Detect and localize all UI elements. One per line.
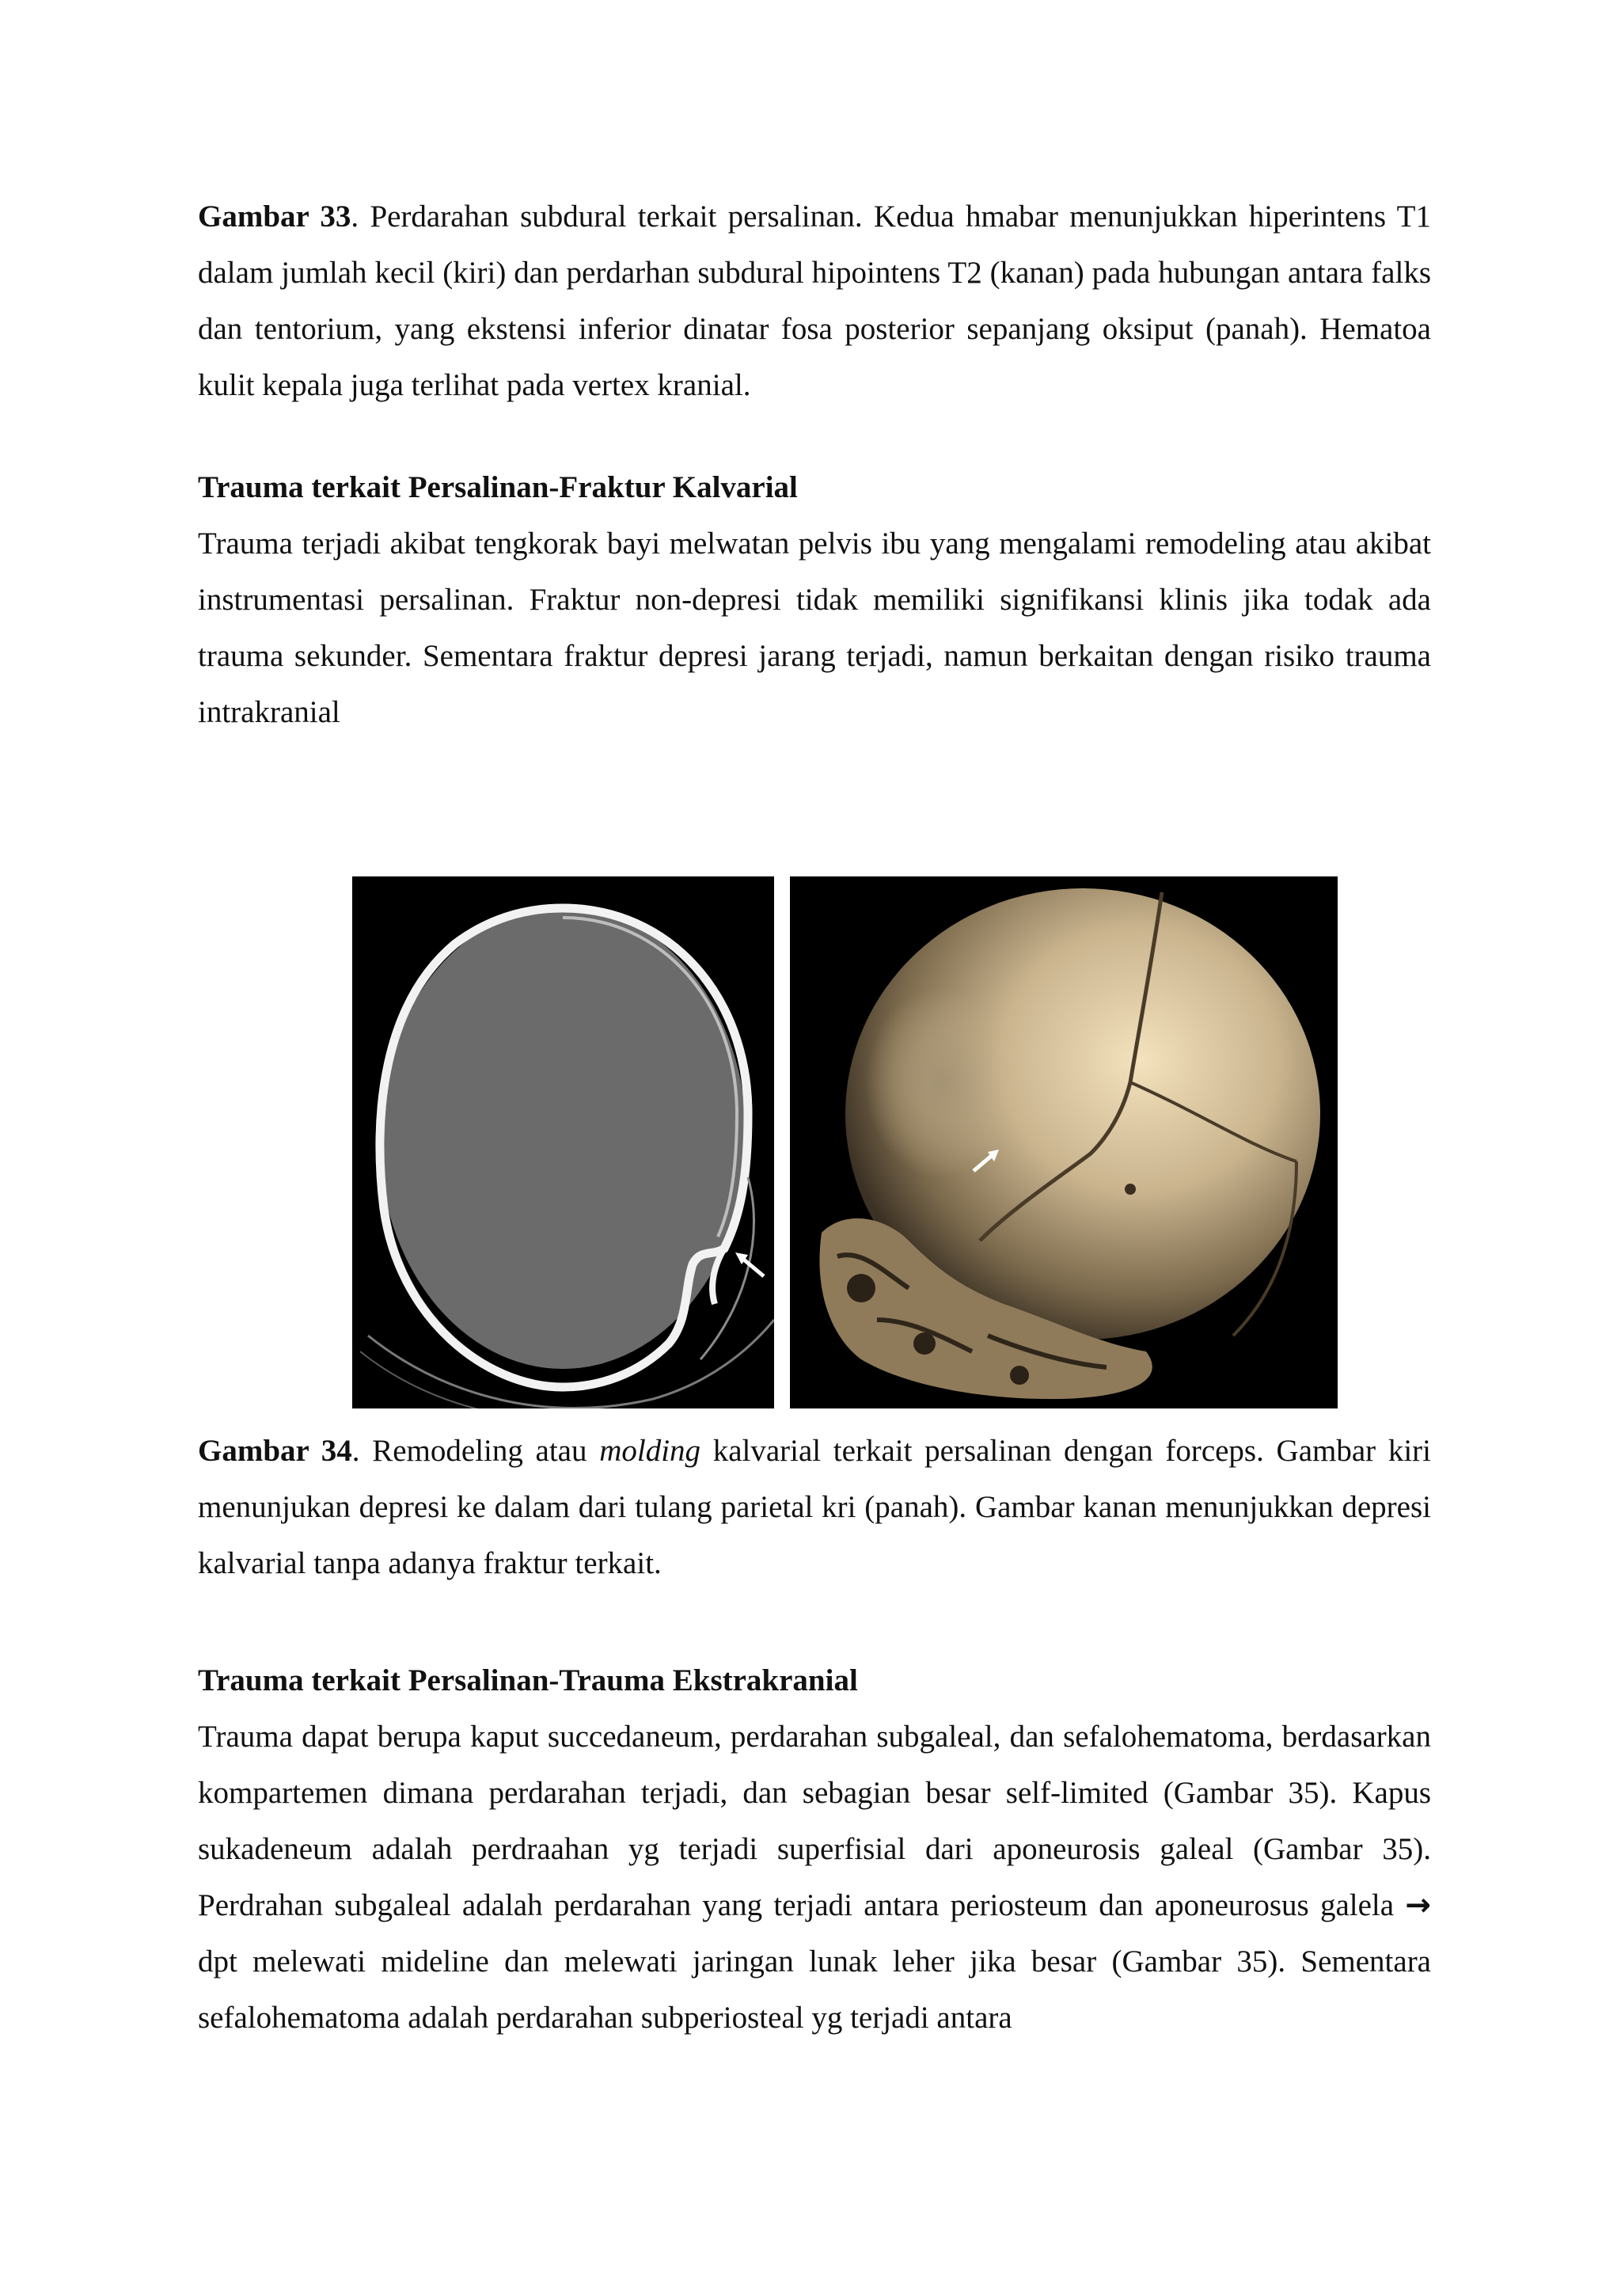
section-heading-trauma-ekstrakranial: Trauma terkait Persalinan-Trauma Ekstrakranial [198,1663,858,1697]
caption-34-pre: . Remodeling atau [351,1434,600,1468]
skull-3d-render-image [790,876,1338,1408]
caption-33-label: Gambar 33 [198,200,351,234]
figure-33-caption [198,188,1431,740]
figure-34-caption [198,1423,1431,1591]
section-3-body-pre: Trauma dapat berupa kaput succedaneum, perdarahan subgaleal, dan sefalohematoma, berdasarkan kompartemen dimana perdarahan terjadi, dan sebagian besar self-limited (Gambar 35). Kapus sukadeneum adalah perdraahan yg terjadi superfisial dari aponeurosis galeal (Gambar 35). Perdrahan subgaleal adalah perdarahan yang terjadi antara periosteum dan aponeurosus galela [198,1720,1431,1922]
section-body-trauma-ekstrakranial [198,1709,1431,2046]
right-arrow-icon: → [1405,1887,1431,1923]
section-body-fraktur-kalvarial: Trauma terjadi akibat tengkorak bayi melwatan pelvis ibu yang mengalami remodeling atau akibat instrumentasi persalinan. Fraktur non-depresi tidak memiliki signifikansi klinis jika todak ada trauma sekunder. Sementara fraktur depresi jarang terjadi, namun berkaitan dengan risiko trauma intrakranial [198,526,1431,729]
caption-34-post: kalvarial terkait persalinan dengan forceps. Gambar kiri menunjukan depresi ke dalam dari tulang parietal kri (panah). Gambar kanan menunjukkan depresi kalvarial tanpa adanya fraktur terkait. [198,1434,1431,1580]
caption-34-paragraph [198,1423,1431,1591]
caption-34-label: Gambar 34 [198,1434,352,1468]
caption-33-paragraph [198,188,1431,413]
caption-34-italic: molding [599,1434,701,1468]
caption-33-text: . Perdarahan subdural terkait persalinan. Kedua hmabar menunjukkan hiperintens T1 dalam jumlah kecil (kiri) dan perdarhan subdural hipointens T2 (kanan) pada hubungan antara falks dan tentorium, yang ekstensi inferior dinatar fosa posterior sepanjang oksiput (panah). Hematoa kulit kepala juga terlihat pada vertex kranial. [198,200,1431,402]
section-3-body-post: dpt melewati mideline dan melewati jaringan lunak leher jika besar (Gambar 35). Sementara sefalohematoma adalah perdarahan subperiosteal yg terjadi antara [198,1944,1431,2035]
ct-axial-image [352,876,774,1408]
figure-34-images [352,876,1342,1408]
section-trauma-ekstrakranial [198,1652,1431,2046]
section-heading-fraktur-kalvarial: Trauma terkait Persalinan-Fraktur Kalvarial [198,470,798,504]
